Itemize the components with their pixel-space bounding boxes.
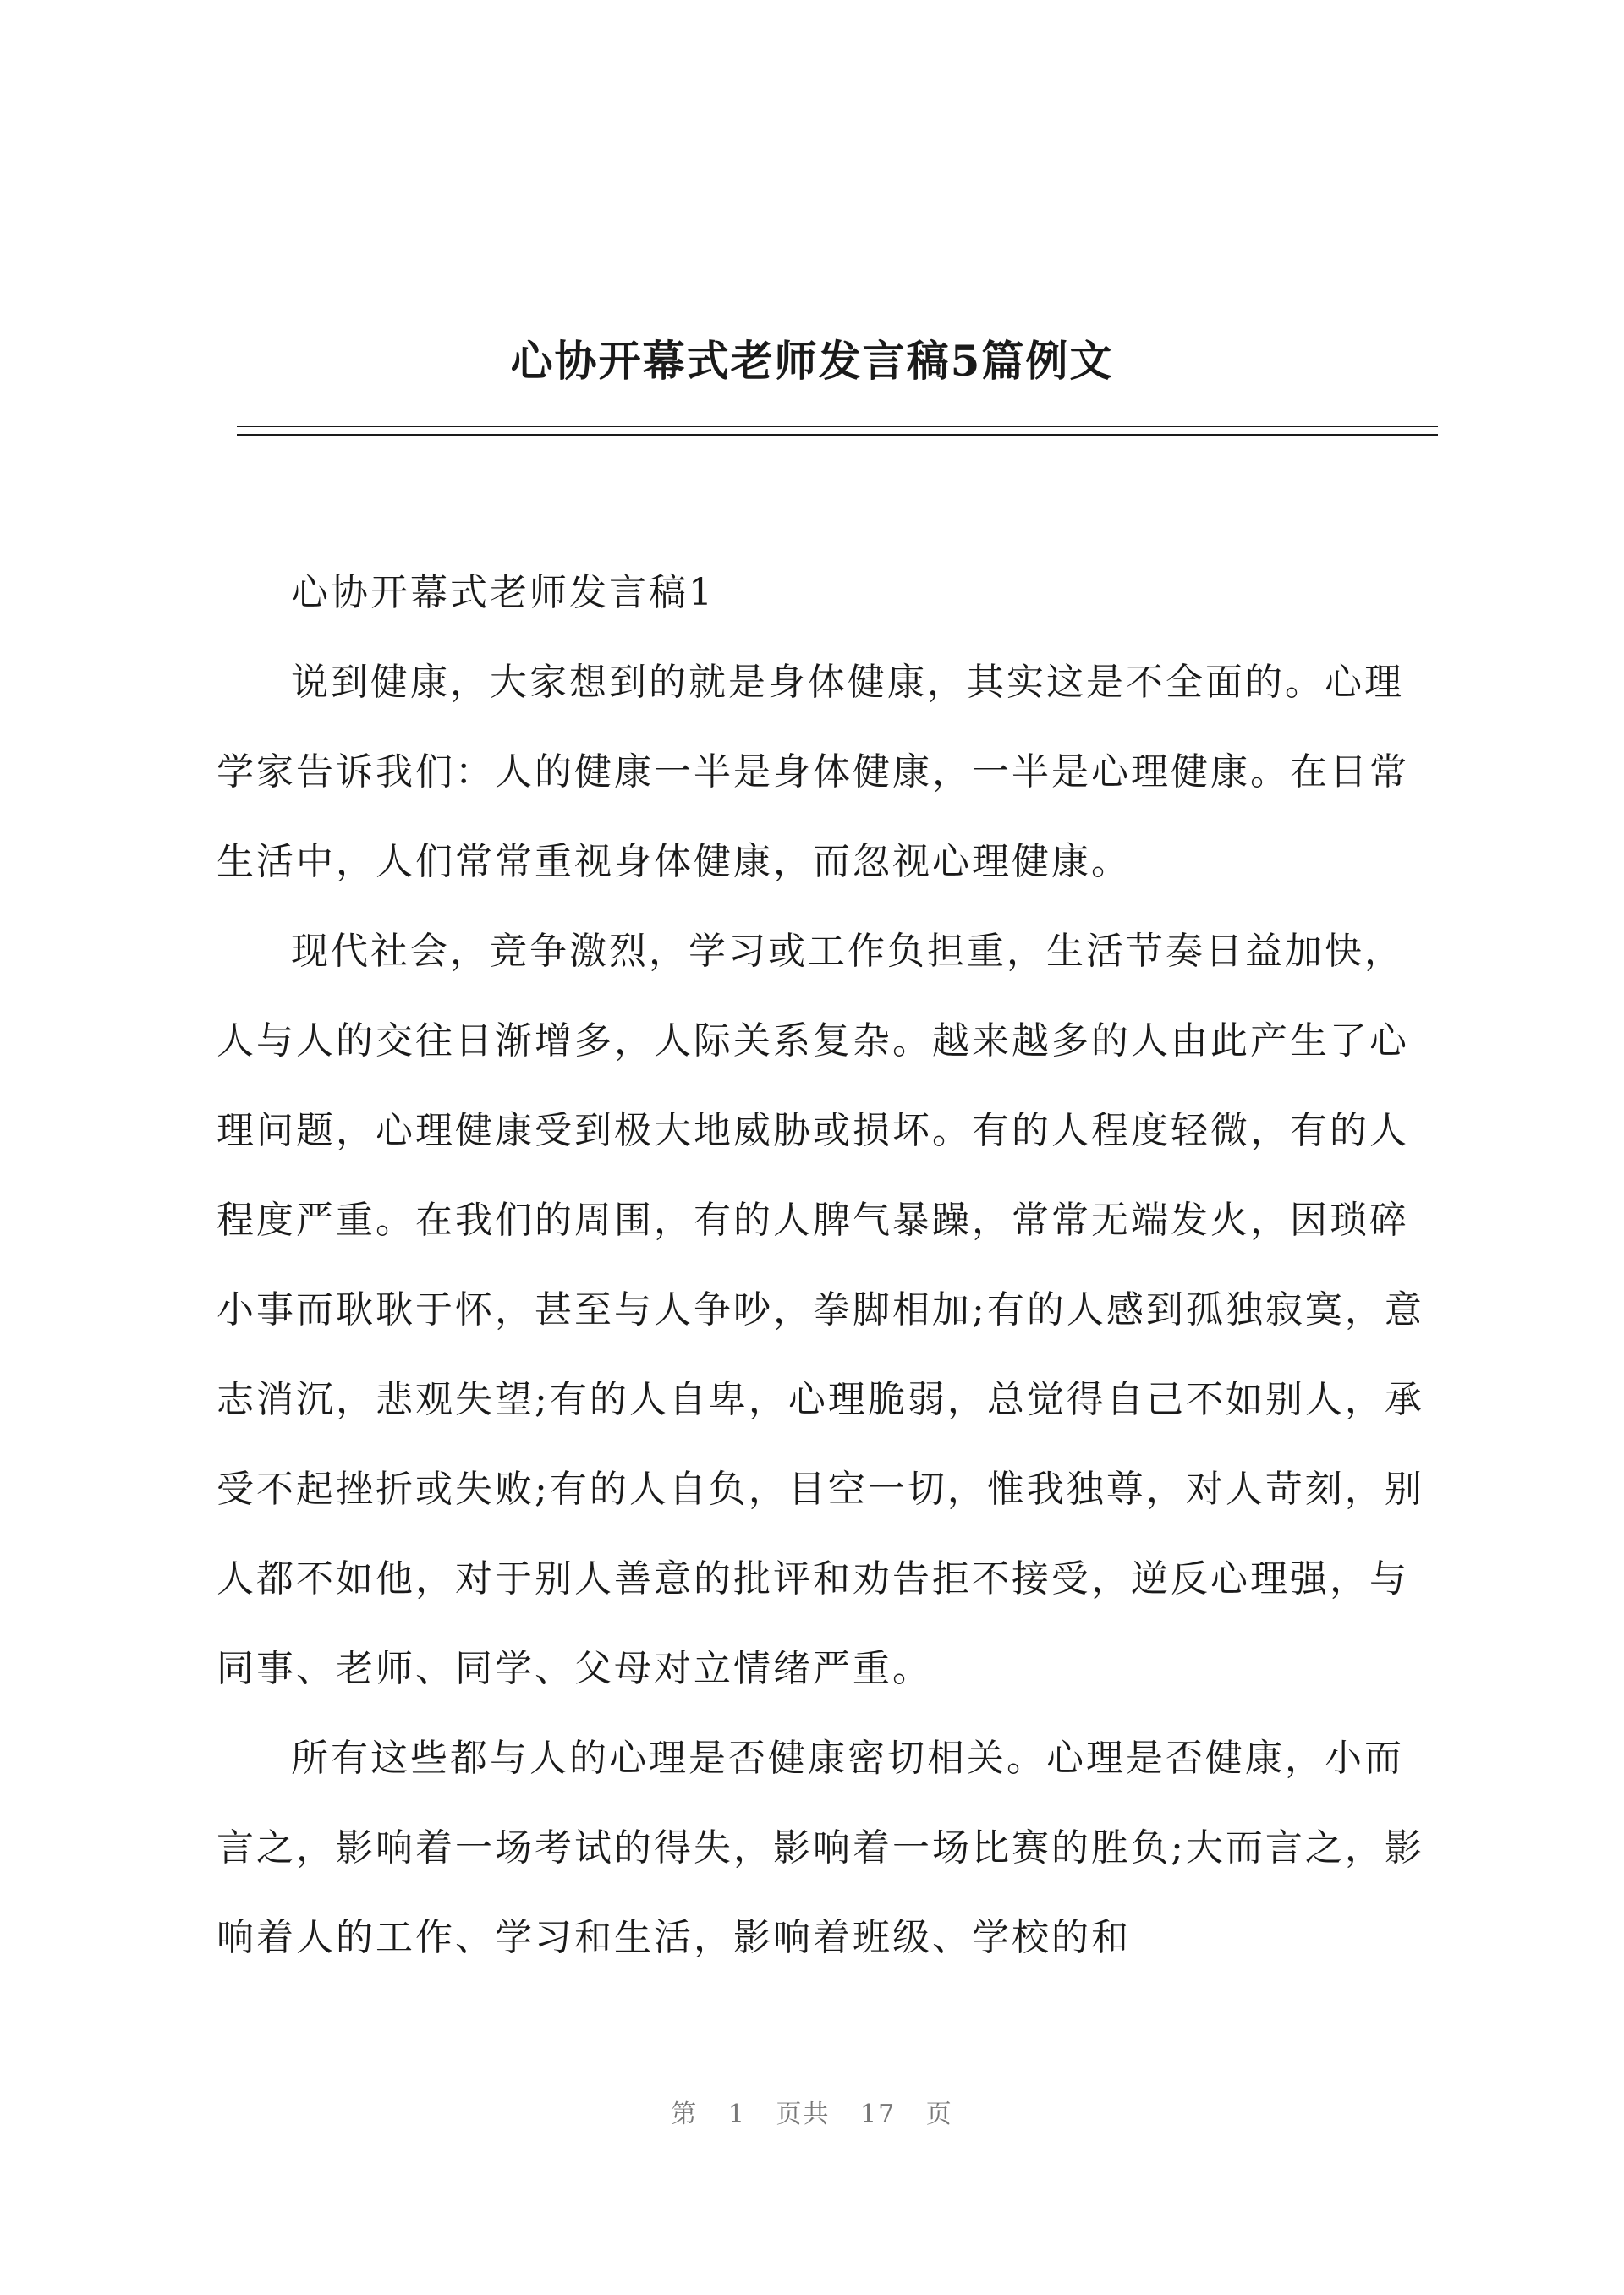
footer-prefix: 第 <box>671 2100 699 2129</box>
paragraph-1: 说到健康，大家想到的就是身体健康，其实这是不全面的。心理学家告诉我们：人的健康一半是身体健康，一半是心理健康。在日常生活中，人们常常重视身体健康，而忽视心理健康。 <box>217 661 1409 883</box>
paragraph-3: 所有这些都与人的心理是否健康密切相关。心理是否健康，小而言之，影响着一场考试的得失，影响着一场比赛的胜负;大而言之，影响着人的工作、学习和生活，影响着班级、学校的和 <box>217 1737 1424 1959</box>
footer-current-page: 1 <box>727 2100 746 2129</box>
paragraph-2: 现代社会，竞争激烈，学习或工作负担重，生活节奏日益加快，人与人的交往日渐增多，人际关系复杂。越来越多的人由此产生了心理问题，心理健康受到极大地威胁或损坏。有的人程度轻微，有的人程度严重。在我们的周围，有的人脾气暴躁，常常无端发火，因琐碎小事而耿耿于怀，甚至与人争吵，拳脚相加;有的人感到孤独寂寞，意志消沉，悲观失望;有的人自卑，心理脆弱，总觉得自己不如别人，承受不起挫折或失败;有的人自负，目空一切，惟我独尊，对人苛刻，别人都不如他，对于别人善意的批评和劝告拒不接受，逆反心理强，与同事、老师、同学、父母对立情绪严重。 <box>217 930 1424 1690</box>
title-double-rule <box>237 426 1438 436</box>
document-body <box>217 548 1435 1983</box>
section-heading: 心协开幕式老师发言稿1 <box>291 571 715 614</box>
document-title: 心协开幕式老师发言稿5篇例文 <box>510 336 1114 386</box>
footer-middle: 页共 <box>776 2100 831 2129</box>
footer-suffix: 页 <box>925 2100 953 2129</box>
footer-total-pages: 17 <box>860 2100 897 2129</box>
page-footer <box>0 2093 1624 2130</box>
